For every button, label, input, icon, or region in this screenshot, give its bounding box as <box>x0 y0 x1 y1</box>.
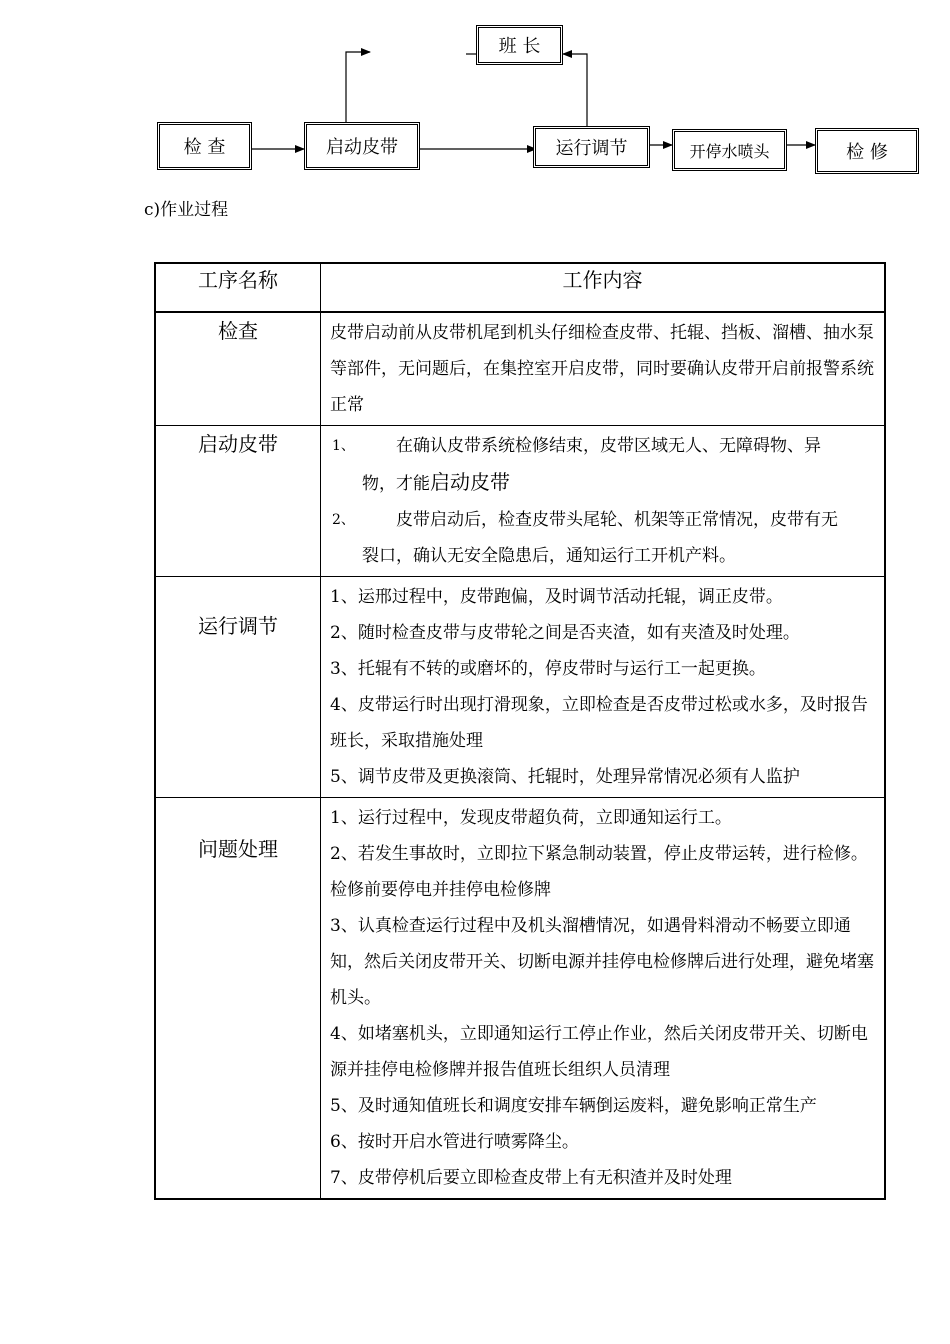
flow-box-spray <box>672 129 787 171</box>
row-name: 检查 <box>218 319 258 343</box>
item-text: 物，才能 <box>362 474 430 494</box>
item-number: 2、 <box>332 512 355 528</box>
item-text: 皮带启动后，检查皮带头尾轮、机架等正常情况，皮带有无 <box>396 510 838 530</box>
list-item: 2、随时检查皮带与皮带轮之间是否夹渣，如有夹渣及时处理。 <box>330 623 800 643</box>
flow-label-start-belt: 启动皮带 <box>326 137 398 158</box>
table-row <box>155 312 885 426</box>
list-item: 5、及时通知值班长和调度安排车辆倒运废料，避免影响正常生产 <box>330 1096 817 1116</box>
header-name: 工序名称 <box>198 268 278 292</box>
flow-arrows <box>0 0 950 190</box>
header-cell-name <box>155 263 321 312</box>
row-content-cell <box>321 798 886 1200</box>
list-item-continued <box>330 464 876 502</box>
row-name-cell <box>155 426 321 577</box>
row-name-cell <box>155 577 321 798</box>
item-text: 在确认皮带系统检修结束，皮带区域无人、无障碍物、异 <box>396 436 821 456</box>
table-header-row <box>155 263 885 312</box>
list-item <box>330 428 876 464</box>
flow-label-squad-leader: 班 长 <box>498 36 541 57</box>
table-row <box>155 798 885 1200</box>
table-row <box>155 577 885 798</box>
list-item: 3、托辊有不转的或磨坏的，停皮带时与运行工一起更换。 <box>330 659 766 679</box>
flow-label-run-adjust: 运行调节 <box>555 138 628 159</box>
flow-label-repair: 检 修 <box>846 142 888 163</box>
item-text: 裂口，确认无安全隐患后，通知运行工开机产料。 <box>362 546 736 566</box>
item-text-emphasis: 启动皮带 <box>430 470 510 494</box>
flow-box-run-adjust <box>533 126 650 168</box>
list-item: 3、认真检查运行过程中及机头溜槽情况，如遇骨料滑动不畅要立即通知，然后关闭皮带开关、切断电源并挂停电检修牌后进行处理，避免堵塞机头。 <box>330 916 874 1008</box>
row-name-cell <box>155 798 321 1200</box>
row-name: 问题处理 <box>198 837 278 861</box>
list-item: 7、皮带停机后要立即检查皮带上有无积渣并及时处理 <box>330 1168 732 1188</box>
flow-box-inspect <box>157 122 252 170</box>
flow-box-repair <box>815 128 919 174</box>
row-content-cell <box>321 426 886 577</box>
flow-box-squad-leader <box>476 25 563 65</box>
row-name-cell <box>155 312 321 426</box>
table-row <box>155 426 885 577</box>
flow-label-spray: 开停水喷头 <box>689 141 770 161</box>
arrow-start-to-leader <box>346 52 370 123</box>
header-cell-content <box>321 263 886 312</box>
row-content-cell <box>321 312 886 426</box>
list-item: 5、调节皮带及更换滚筒、托辊时，处理异常情况必须有人监护 <box>330 767 800 787</box>
flow-box-start-belt <box>304 122 420 170</box>
row-content-cell <box>321 577 886 798</box>
list-item: 1、运行过程中，发现皮带超负荷，立即通知运行工。 <box>330 808 732 828</box>
row-name: 启动皮带 <box>198 432 278 456</box>
header-content: 工作内容 <box>562 268 643 292</box>
list-item: 4、皮带运行时出现打滑现象，立即检查是否皮带过松或水多，及时报告班长，采取措施处理 <box>330 695 868 751</box>
list-item: 1、运邢过程中，皮带跑偏，及时调节活动托辊，调正皮带。 <box>330 587 783 607</box>
list-item <box>330 502 876 538</box>
arrow-adjust-to-leader <box>563 54 587 126</box>
process-table <box>154 262 886 1200</box>
list-item: 6、按时开启水管进行喷雾降尘。 <box>330 1132 579 1152</box>
section-caption: c)作业过程 <box>144 200 229 220</box>
flow-label-inspect: 检 查 <box>183 137 226 158</box>
item-number: 1、 <box>332 438 355 454</box>
list-item-continued <box>330 538 876 574</box>
row-name: 运行调节 <box>198 614 278 638</box>
list-item: 4、如堵塞机头，立即通知运行工停止作业，然后关闭皮带开关、切断电源并挂停电检修牌并报告值班长组织人员清理 <box>330 1024 868 1080</box>
list-item: 2、若发生事故时，立即拉下紧急制动装置，停止皮带运转，进行检修。检修前要停电并挂停电检修牌 <box>330 844 868 900</box>
row-content-text: 皮带启动前从皮带机尾到机头仔细检查皮带、托辊、挡板、溜槽、抽水泵等部件，无问题后，在集控室开启皮带，同时要确认皮带开启前报警系统正常 <box>330 323 874 415</box>
